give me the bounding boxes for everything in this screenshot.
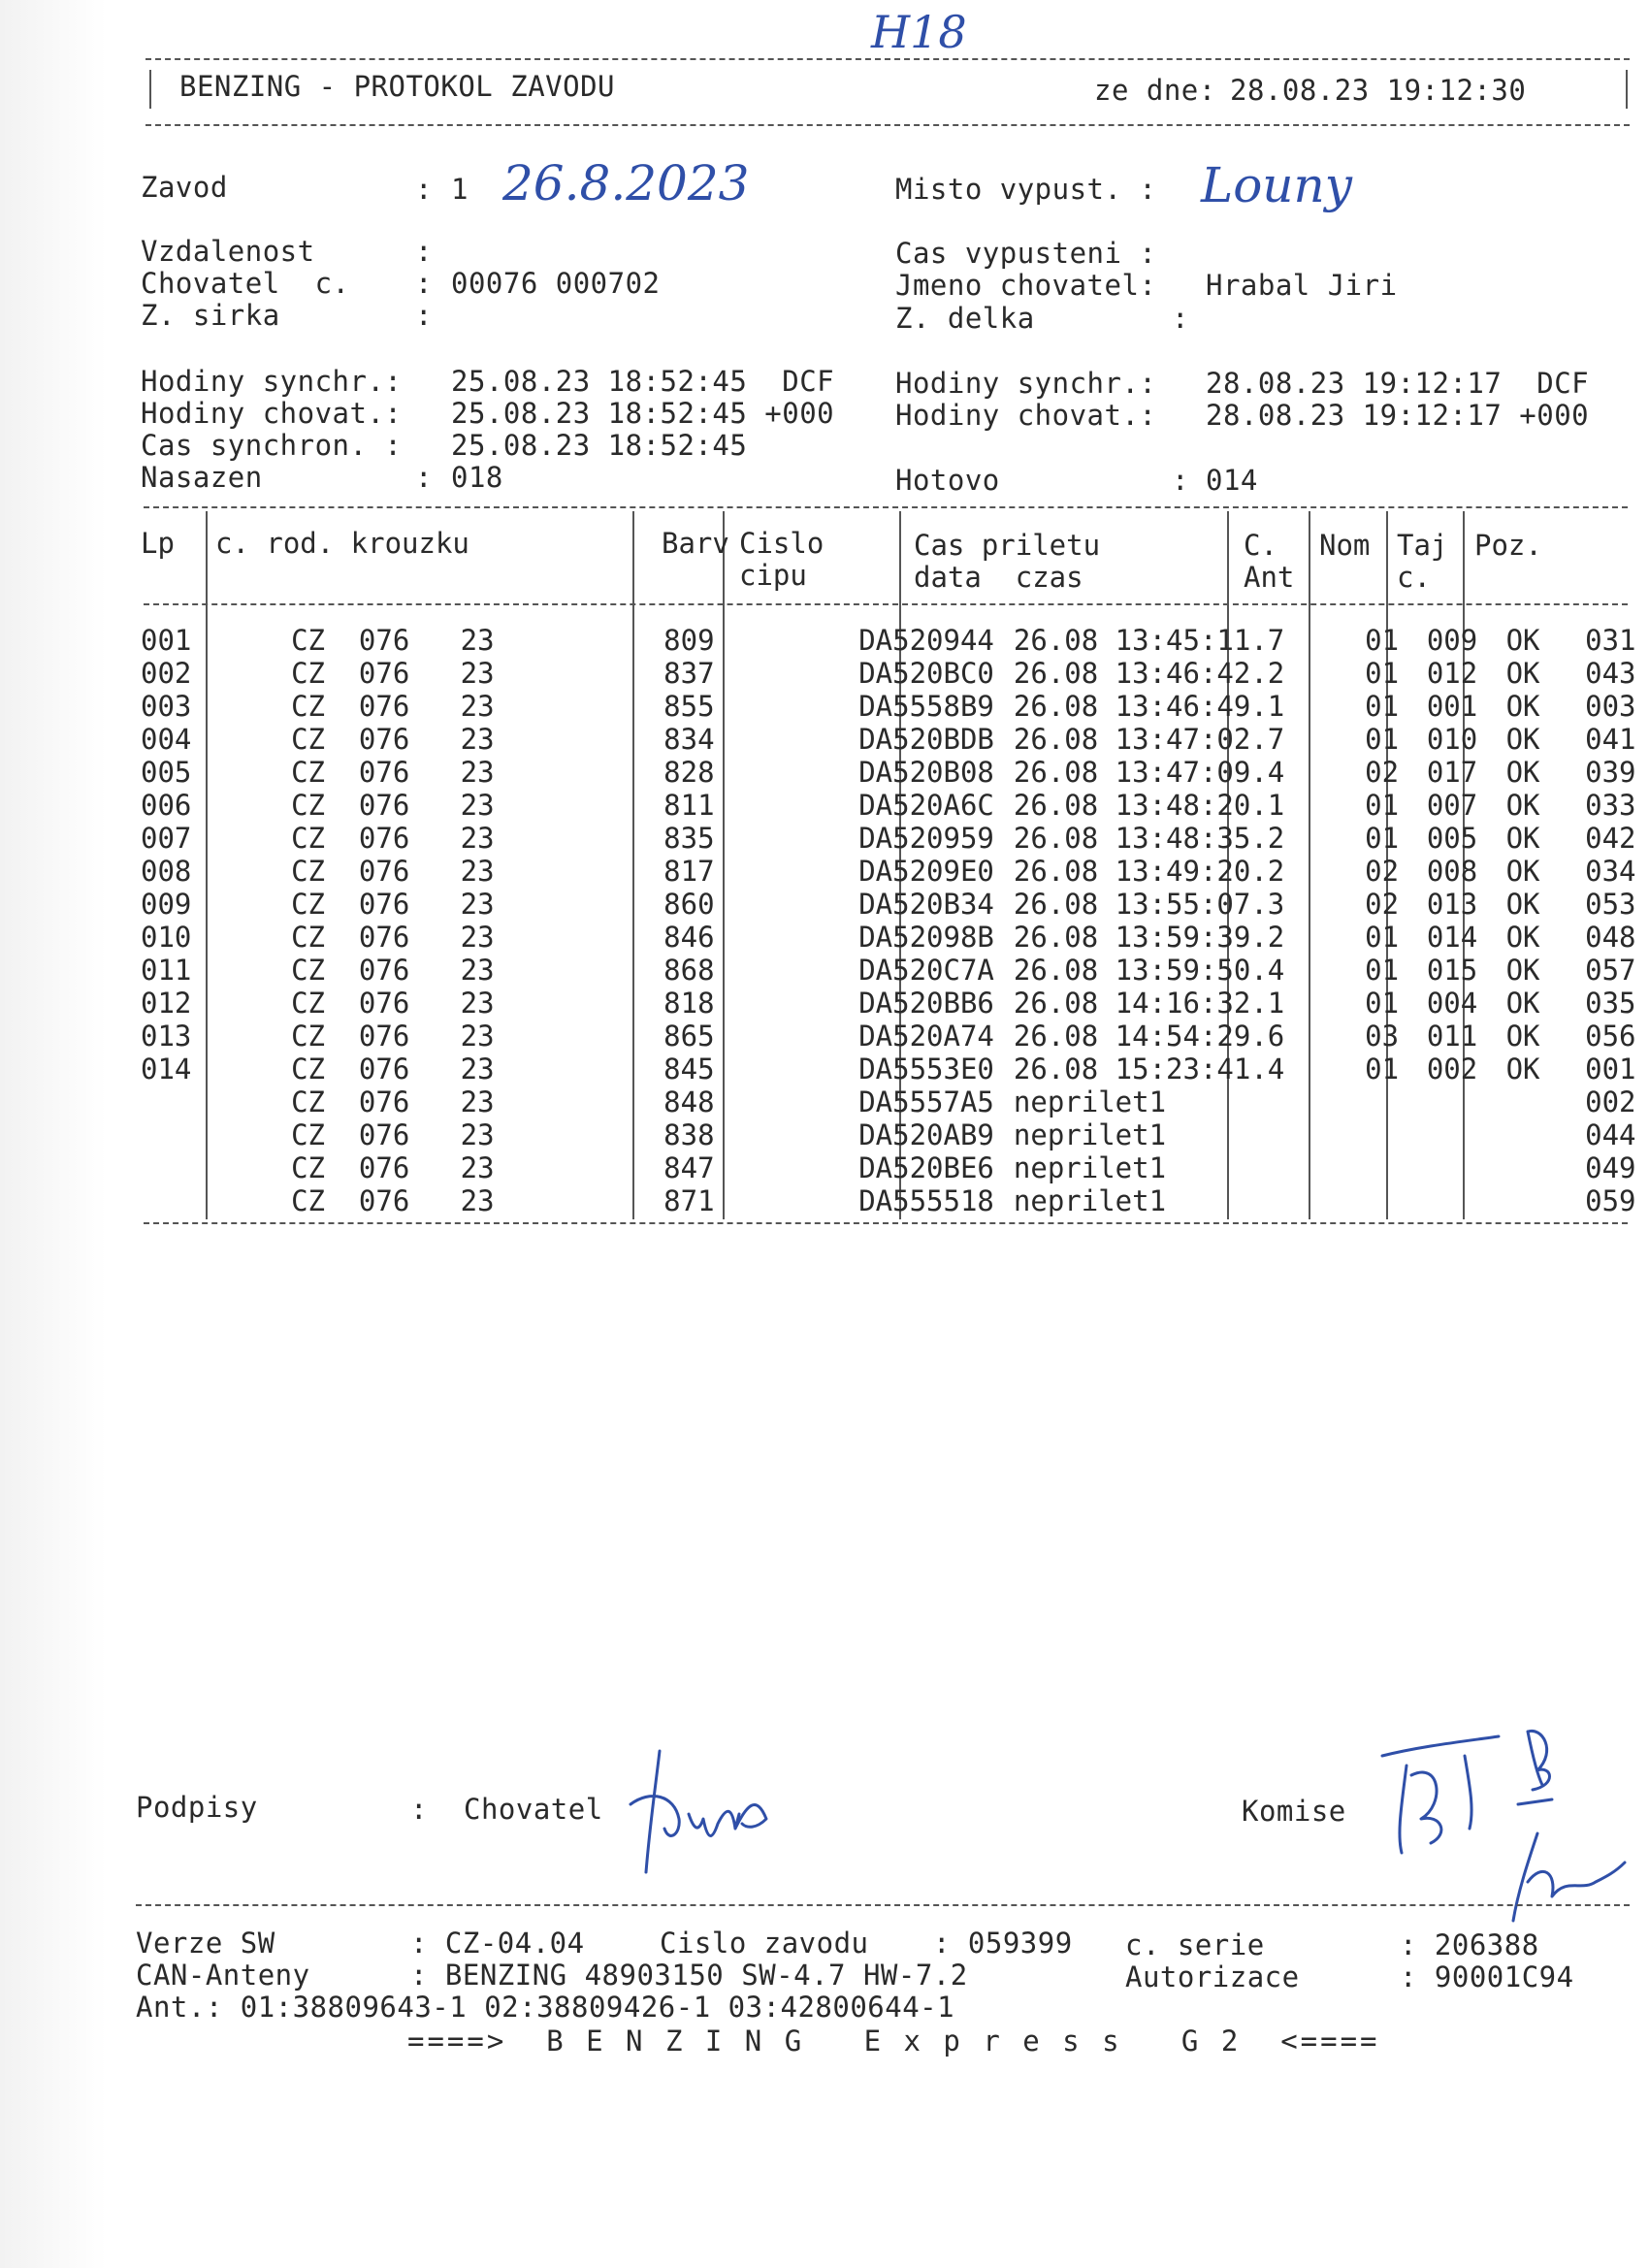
cell-barv xyxy=(734,954,839,987)
cell-lp: 013 xyxy=(141,1020,192,1053)
col-header-nom: Nom xyxy=(1319,529,1371,562)
sirka-label: Z. sirka xyxy=(141,299,280,332)
cell-arrival-time: 26.08 13:59:50.4 xyxy=(1013,954,1285,987)
cell-ring-number: CZ 076 23 847 xyxy=(291,1151,715,1184)
table-row xyxy=(141,690,1649,723)
cell-lp: 009 xyxy=(141,888,192,921)
cell-barv xyxy=(734,624,839,657)
serie-label: c. serie xyxy=(1125,1928,1265,1961)
header-bottom-border xyxy=(146,124,1630,126)
cell-arrival-time: 26.08 13:45:11.7 xyxy=(1013,624,1285,657)
vzdalenost-label: Vzdalenost xyxy=(141,235,315,268)
cell-nom: 009 xyxy=(1426,624,1478,657)
cell-chip-number: DA520B08 xyxy=(858,756,994,789)
cell-ring-number: CZ 076 23 817 xyxy=(291,855,715,888)
cell-lp xyxy=(141,1151,254,1184)
cell-nom: 014 xyxy=(1426,921,1478,954)
table-row xyxy=(141,789,1649,822)
cell-arrival-time: 26.08 13:49:20.2 xyxy=(1013,855,1285,888)
cell-lp: 010 xyxy=(141,921,192,954)
col-header-cislo-1: Cislo xyxy=(739,527,824,560)
misto-handwritten: Louny xyxy=(1201,157,1352,213)
cell-position: 039 xyxy=(1585,756,1636,789)
cell-lp: 002 xyxy=(141,657,192,690)
chovatel-value: 00076 000702 xyxy=(451,267,661,300)
cell-lp xyxy=(141,1118,254,1151)
cell-nom: 012 xyxy=(1426,657,1478,690)
cell-lp xyxy=(141,1184,254,1217)
cell-arrival-time: 26.08 13:46:42.2 xyxy=(1013,657,1285,690)
cell-position: 042 xyxy=(1585,822,1636,855)
sync-right-2-value: 28.08.23 19:12:17 +000 xyxy=(1206,399,1590,432)
zavod-colon: : xyxy=(415,173,433,206)
cell-ring-number: CZ 076 23 835 xyxy=(291,822,715,855)
cell-ring-number: CZ 076 23 855 xyxy=(291,690,715,723)
cell-arrival-time: 26.08 13:48:35.2 xyxy=(1013,822,1285,855)
cell-barv xyxy=(734,690,839,723)
table-row xyxy=(141,657,1649,690)
cell-taj: OK xyxy=(1505,1053,1540,1085)
cell-chip-number: DA520BDB xyxy=(858,723,994,756)
cell-antenna: 02 xyxy=(1365,756,1400,789)
cell-taj: OK xyxy=(1505,624,1540,657)
col-header-cislo-2: cipu xyxy=(739,559,807,592)
chovatel-signature xyxy=(621,1736,786,1882)
sync-left-2-label: Hodiny chovat.: xyxy=(141,397,403,430)
cell-chip-number: DA520AB9 xyxy=(858,1118,994,1151)
delka-colon: : xyxy=(1172,302,1189,335)
cell-ring-number: CZ 076 23 871 xyxy=(291,1184,715,1217)
table-top-rule xyxy=(144,506,1628,508)
cell-taj xyxy=(1495,1085,1572,1118)
cell-antenna: 03 xyxy=(1365,1020,1400,1053)
cell-lp: 005 xyxy=(141,756,192,789)
hotovo-value: 014 xyxy=(1206,464,1258,497)
table-row xyxy=(141,1020,1649,1053)
cell-lp: 008 xyxy=(141,855,192,888)
cell-nom: 001 xyxy=(1426,690,1478,723)
cell-arrival-time: neprilet1 xyxy=(1013,1085,1167,1118)
hotovo-colon: : xyxy=(1172,464,1189,497)
cell-position: 003 xyxy=(1585,690,1636,723)
cell-barv xyxy=(734,657,839,690)
cell-chip-number: DA520A74 xyxy=(858,1020,994,1053)
cell-taj: OK xyxy=(1505,1020,1540,1053)
cell-arrival-time: neprilet1 xyxy=(1013,1184,1167,1217)
sync-right-1-label: Hodiny synchr.: xyxy=(895,367,1157,400)
cell-chip-number: DA520B34 xyxy=(858,888,994,921)
cell-lp: 003 xyxy=(141,690,192,723)
table-row xyxy=(141,1085,1649,1118)
results-table xyxy=(141,624,1649,1217)
verze-value: : CZ-04.04 xyxy=(410,1927,585,1960)
cell-ring-number: CZ 076 23 809 xyxy=(291,624,715,657)
header-left-border xyxy=(149,70,151,109)
sirka-colon: : xyxy=(415,299,433,332)
cell-lp: 011 xyxy=(141,954,192,987)
cell-antenna: 01 xyxy=(1365,921,1400,954)
hotovo-label: Hotovo xyxy=(895,464,1000,497)
cell-nom xyxy=(1417,1151,1495,1184)
cislo-zavodu-value: : 059399 xyxy=(933,1927,1073,1960)
cell-antenna xyxy=(1338,1184,1417,1217)
cell-antenna: 01 xyxy=(1365,657,1400,690)
cell-position: 031 xyxy=(1585,624,1636,657)
cell-chip-number: DA52098B xyxy=(858,921,994,954)
cell-antenna: 01 xyxy=(1365,624,1400,657)
cell-taj: OK xyxy=(1505,954,1540,987)
cell-chip-number: DA5209E0 xyxy=(858,855,994,888)
cell-taj: OK xyxy=(1505,789,1540,822)
cell-taj: OK xyxy=(1505,822,1540,855)
sync-right-1-value: 28.08.23 19:12:17 DCF xyxy=(1206,367,1590,400)
benzing-banner: ====> B E N Z I N G E x p r e s s G 2 <==== xyxy=(407,2025,1380,2057)
cell-arrival-time: 26.08 14:54:29.6 xyxy=(1013,1020,1285,1053)
cell-antenna: 01 xyxy=(1365,690,1400,723)
autorizace-value: : 90001C94 xyxy=(1400,1960,1574,1993)
komise-label: Komise xyxy=(1242,1795,1346,1828)
table-row xyxy=(141,1118,1649,1151)
cell-position: 053 xyxy=(1585,888,1636,921)
chovatel-colon: : xyxy=(415,267,433,300)
serie-value: : 206388 xyxy=(1400,1928,1539,1961)
delka-label: Z. delka xyxy=(895,302,1035,335)
vzdalenost-colon: : xyxy=(415,235,433,268)
cell-chip-number: DA5558B9 xyxy=(858,690,994,723)
cell-position: 044 xyxy=(1585,1118,1636,1151)
table-row xyxy=(141,756,1649,789)
cell-position: 034 xyxy=(1585,855,1636,888)
col-header-cas-1: Cas priletu xyxy=(914,529,1101,562)
cell-antenna: 01 xyxy=(1365,723,1400,756)
chovatel-label: Chovatel c. xyxy=(141,267,350,300)
can-label: CAN-Anteny xyxy=(136,1959,310,1992)
col-header-cas-2: data czas xyxy=(914,561,1083,594)
cell-nom: 017 xyxy=(1426,756,1478,789)
cell-arrival-time: 26.08 13:47:09.4 xyxy=(1013,756,1285,789)
zavod-date-handwritten: 26.8.2023 xyxy=(502,155,750,211)
cell-ring-number: CZ 076 23 845 xyxy=(291,1053,715,1085)
table-row xyxy=(141,954,1649,987)
komise-signature xyxy=(1373,1717,1634,1940)
table-row xyxy=(141,624,1649,657)
cell-nom: 011 xyxy=(1426,1020,1478,1053)
cell-chip-number: DA520C7A xyxy=(858,954,994,987)
cell-barv xyxy=(734,855,839,888)
cell-arrival-time: 26.08 14:16:32.1 xyxy=(1013,987,1285,1020)
nasazen-label: Nasazen xyxy=(141,461,263,494)
cell-arrival-time: neprilet1 xyxy=(1013,1118,1167,1151)
cell-taj xyxy=(1495,1184,1572,1217)
cell-nom: 015 xyxy=(1426,954,1478,987)
cell-arrival-time: 26.08 13:46:49.1 xyxy=(1013,690,1285,723)
cell-nom: 013 xyxy=(1426,888,1478,921)
cell-position: 001 xyxy=(1585,1053,1636,1085)
cas-vypusteni-label: Cas vypusteni : xyxy=(895,237,1157,270)
report-title: BENZING - PROTOKOL ZAVODU xyxy=(179,70,615,103)
cell-barv xyxy=(734,1184,839,1217)
cell-lp: 006 xyxy=(141,789,192,822)
cell-barv xyxy=(734,756,839,789)
cell-arrival-time: 26.08 13:55:07.3 xyxy=(1013,888,1285,921)
cell-taj: OK xyxy=(1505,855,1540,888)
table-row xyxy=(141,921,1649,954)
col-header-taj-1: Taj xyxy=(1397,529,1448,562)
cell-barv xyxy=(734,888,839,921)
col-header-barv: Barv xyxy=(662,527,729,560)
cell-ring-number: CZ 076 23 848 xyxy=(291,1085,715,1118)
header-top-border xyxy=(146,58,1630,60)
podpisy-colon: : xyxy=(410,1793,428,1826)
header-right-border xyxy=(1626,70,1628,109)
cell-ring-number: CZ 076 23 837 xyxy=(291,657,715,690)
scan-edge-shadow xyxy=(0,0,107,2268)
cell-antenna xyxy=(1338,1085,1417,1118)
cell-barv xyxy=(734,921,839,954)
report-date-label: ze dne: xyxy=(1094,74,1216,107)
cell-nom xyxy=(1417,1085,1495,1118)
cell-arrival-time: 26.08 13:59:39.2 xyxy=(1013,921,1285,954)
table-row xyxy=(141,822,1649,855)
antenna-line: Ant.: 01:38809643-1 02:38809426-1 03:42800644-1 xyxy=(136,1991,955,2024)
table-header-rule xyxy=(144,603,1628,605)
table-bottom-rule xyxy=(144,1222,1628,1224)
cell-antenna: 01 xyxy=(1365,789,1400,822)
sync-left-1-label: Hodiny synchr.: xyxy=(141,365,403,398)
col-header-poz: Poz. xyxy=(1474,529,1542,562)
cell-lp: 014 xyxy=(141,1053,192,1085)
report-date-value: 28.08.23 19:12:30 xyxy=(1230,74,1527,107)
cell-antenna: 01 xyxy=(1365,822,1400,855)
cell-ring-number: CZ 076 23 846 xyxy=(291,921,715,954)
cell-ring-number: CZ 076 23 865 xyxy=(291,1020,715,1053)
cell-nom: 005 xyxy=(1426,822,1478,855)
cell-barv xyxy=(734,987,839,1020)
sync-left-3-value: 25.08.23 18:52:45 xyxy=(451,429,748,462)
cell-position: 048 xyxy=(1585,921,1636,954)
sync-left-3-label: Cas synchron. : xyxy=(141,429,403,462)
cell-taj: OK xyxy=(1505,987,1540,1020)
cell-lp xyxy=(141,1085,254,1118)
cell-nom xyxy=(1417,1118,1495,1151)
handwritten-annotation: H18 xyxy=(871,6,967,58)
nasazen-colon: : xyxy=(415,461,433,494)
cell-chip-number: DA520959 xyxy=(858,822,994,855)
cell-taj: OK xyxy=(1505,690,1540,723)
cell-chip-number: DA520944 xyxy=(858,624,994,657)
cell-arrival-time: 26.08 13:47:02.7 xyxy=(1013,723,1285,756)
table-row xyxy=(141,888,1649,921)
cell-nom xyxy=(1417,1184,1495,1217)
sync-left-1-value: 25.08.23 18:52:45 DCF xyxy=(451,365,835,398)
cell-barv xyxy=(734,1151,839,1184)
footer-rule xyxy=(136,1904,1630,1906)
cell-barv xyxy=(734,1020,839,1053)
cell-arrival-time: 26.08 13:48:20.1 xyxy=(1013,789,1285,822)
table-row xyxy=(141,723,1649,756)
cell-ring-number: CZ 076 23 838 xyxy=(291,1118,715,1151)
table-row xyxy=(141,987,1649,1020)
nasazen-value: 018 xyxy=(451,461,503,494)
jmeno-value: Hrabal Jiri xyxy=(1206,269,1398,302)
cell-chip-number: DA520BE6 xyxy=(858,1151,994,1184)
col-header-krouzek: c. rod. krouzku xyxy=(215,527,469,560)
verze-label: Verze SW xyxy=(136,1927,275,1960)
cell-barv xyxy=(734,822,839,855)
cell-position: 057 xyxy=(1585,954,1636,987)
zavod-value: 1 xyxy=(451,173,469,206)
cell-position: 041 xyxy=(1585,723,1636,756)
zavod-label: Zavod xyxy=(141,171,228,204)
cell-position: 035 xyxy=(1585,987,1636,1020)
cell-taj: OK xyxy=(1505,723,1540,756)
cell-lp: 007 xyxy=(141,822,192,855)
cell-ring-number: CZ 076 23 818 xyxy=(291,987,715,1020)
cell-position: 056 xyxy=(1585,1020,1636,1053)
cell-barv xyxy=(734,723,839,756)
cell-chip-number: DA5557A5 xyxy=(858,1085,994,1118)
podpisy-label: Podpisy xyxy=(136,1791,258,1824)
chovatel-signature-label: Chovatel xyxy=(464,1793,603,1826)
cell-nom: 007 xyxy=(1426,789,1478,822)
cell-ring-number: CZ 076 23 811 xyxy=(291,789,715,822)
col-header-ant-2: Ant xyxy=(1244,561,1295,594)
col-header-ant-1: C. xyxy=(1244,529,1277,562)
cell-ring-number: CZ 076 23 828 xyxy=(291,756,715,789)
cell-antenna xyxy=(1338,1151,1417,1184)
cell-lp: 001 xyxy=(141,624,192,657)
cell-antenna: 02 xyxy=(1365,855,1400,888)
cell-taj: OK xyxy=(1505,657,1540,690)
cell-lp: 004 xyxy=(141,723,192,756)
can-value: : BENZING 48903150 SW-4.7 HW-7.2 xyxy=(410,1959,968,1992)
cell-chip-number: DA520A6C xyxy=(858,789,994,822)
table-row xyxy=(141,1053,1649,1085)
cell-arrival-time: 26.08 15:23:41.4 xyxy=(1013,1053,1285,1085)
cell-antenna: 01 xyxy=(1365,1053,1400,1085)
sync-left-2-value: 25.08.23 18:52:45 +000 xyxy=(451,397,835,430)
cell-nom: 002 xyxy=(1426,1053,1478,1085)
cell-antenna xyxy=(1338,1118,1417,1151)
sync-right-2-label: Hodiny chovat.: xyxy=(895,399,1157,432)
col-header-taj-2: c. xyxy=(1397,561,1431,594)
cell-position: 059 xyxy=(1585,1184,1636,1217)
cell-nom: 010 xyxy=(1426,723,1478,756)
cell-ring-number: CZ 076 23 868 xyxy=(291,954,715,987)
cell-position: 049 xyxy=(1585,1151,1636,1184)
cell-position: 033 xyxy=(1585,789,1636,822)
cell-chip-number: DA520BC0 xyxy=(858,657,994,690)
cell-antenna: 02 xyxy=(1365,888,1400,921)
cell-taj xyxy=(1495,1118,1572,1151)
cell-lp: 012 xyxy=(141,987,192,1020)
misto-label: Misto vypust. : xyxy=(895,173,1157,206)
cell-barv xyxy=(734,789,839,822)
cell-position: 002 xyxy=(1585,1085,1636,1118)
table-row xyxy=(141,1151,1649,1184)
cell-ring-number: CZ 076 23 860 xyxy=(291,888,715,921)
autorizace-label: Autorizace xyxy=(1125,1960,1300,1993)
cell-taj: OK xyxy=(1505,756,1540,789)
cell-taj: OK xyxy=(1505,921,1540,954)
table-row xyxy=(141,1184,1649,1217)
cell-taj: OK xyxy=(1505,888,1540,921)
col-header-lp: Lp xyxy=(141,527,175,560)
jmeno-label: Jmeno chovatel: xyxy=(895,269,1157,302)
cell-nom: 008 xyxy=(1426,855,1478,888)
cell-taj xyxy=(1495,1151,1572,1184)
cell-chip-number: DA520BB6 xyxy=(858,987,994,1020)
cell-ring-number: CZ 076 23 834 xyxy=(291,723,715,756)
cell-barv xyxy=(734,1085,839,1118)
cell-chip-number: DA5553E0 xyxy=(858,1053,994,1085)
cislo-zavodu-label: Cislo zavodu xyxy=(660,1927,869,1960)
cell-antenna: 01 xyxy=(1365,987,1400,1020)
table-row xyxy=(141,855,1649,888)
cell-position: 043 xyxy=(1585,657,1636,690)
cell-arrival-time: neprilet1 xyxy=(1013,1151,1167,1184)
cell-barv xyxy=(734,1053,839,1085)
cell-barv xyxy=(734,1118,839,1151)
cell-chip-number: DA555518 xyxy=(858,1184,994,1217)
cell-nom: 004 xyxy=(1426,987,1478,1020)
cell-antenna: 01 xyxy=(1365,954,1400,987)
